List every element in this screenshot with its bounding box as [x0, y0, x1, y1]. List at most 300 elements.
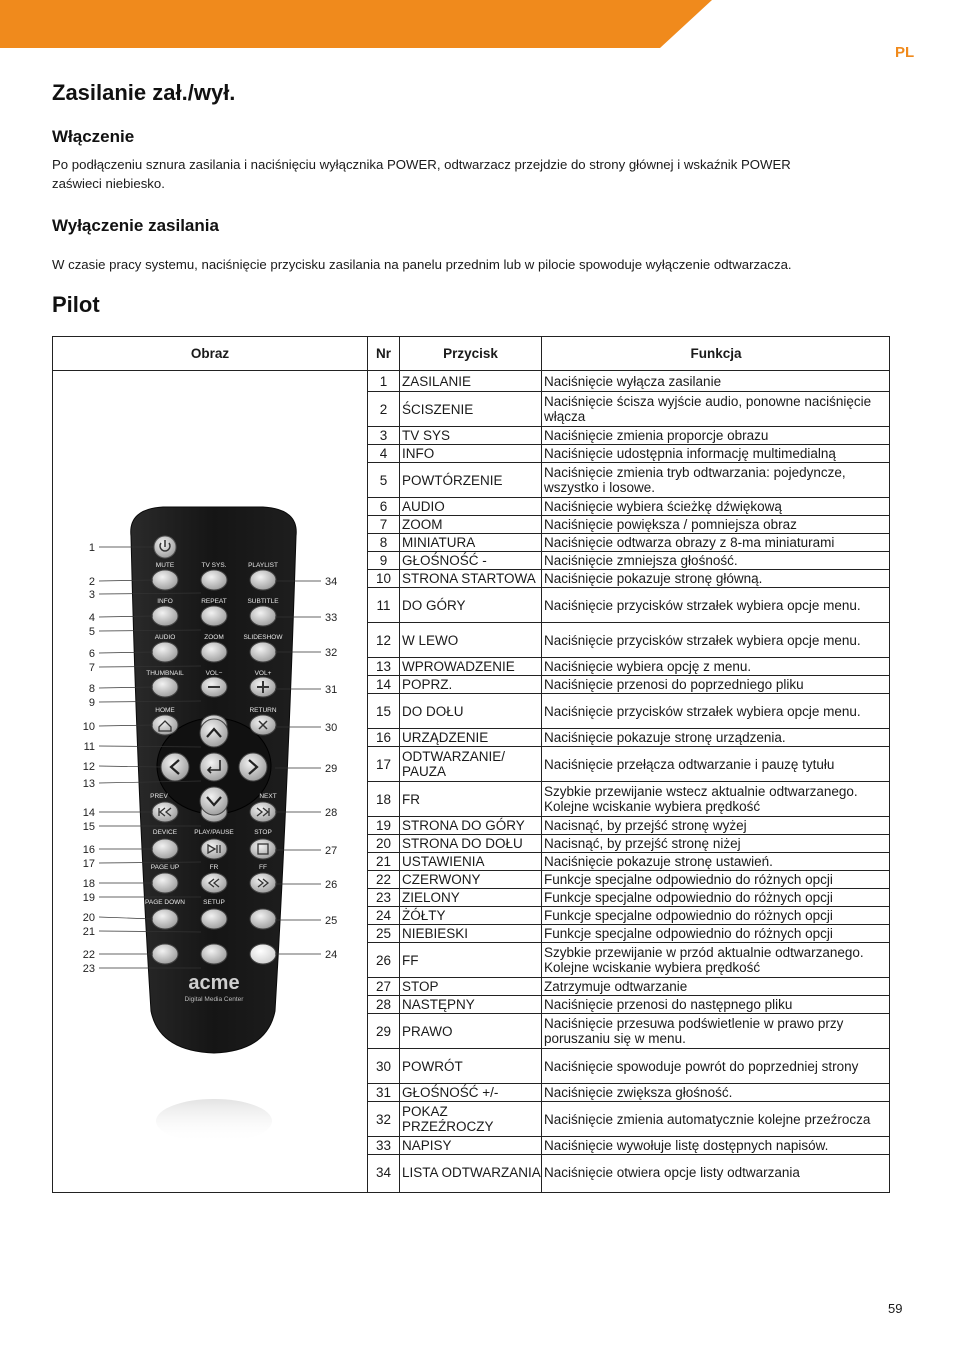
- row-button-name: FF: [402, 952, 419, 968]
- row-button-name: POKAZ PRZEŹROCZY: [402, 1104, 494, 1134]
- header-banner: [0, 0, 954, 48]
- table-row: [368, 588, 890, 623]
- table-row: [368, 1155, 890, 1189]
- remote-button-label: HOME: [155, 707, 175, 714]
- callout-number: 27: [325, 845, 338, 857]
- divider: [399, 1014, 400, 1048]
- row-number: 27: [375, 979, 392, 994]
- divider: [399, 996, 400, 1013]
- remote-button: [152, 873, 178, 893]
- row-number: 12: [375, 632, 392, 648]
- table-row: [368, 534, 890, 552]
- divider: [541, 782, 542, 816]
- remote-button-label: ZOOM: [204, 634, 224, 641]
- remote-button: [250, 570, 276, 590]
- divider: [541, 907, 542, 924]
- table-row: [368, 943, 890, 978]
- divider: [541, 943, 542, 977]
- remote-button-label: MUTE: [155, 562, 175, 569]
- remote-button: [201, 944, 227, 964]
- row-number: 16: [375, 730, 392, 745]
- row-function: Naciśnięcie przenosi do następnego pliku: [544, 997, 793, 1012]
- row-function: Naciśnięcie otwiera opcje listy odtwarzania: [544, 1164, 800, 1180]
- row-function: Naciśnięcie wybiera ścieżkę dźwiękową: [544, 499, 782, 514]
- row-function: Naciśnięcie pokazuje stronę urządzenia.: [544, 730, 786, 745]
- callout-number: 6: [88, 648, 95, 660]
- subsection-title-on: Włączenie: [52, 127, 135, 146]
- row-number: 13: [375, 659, 392, 674]
- header-image: Obraz: [53, 337, 367, 371]
- callout-number: 1: [88, 542, 95, 554]
- row-number: 31: [375, 1085, 392, 1100]
- divider: [541, 516, 542, 533]
- row-function: Naciśnięcie przycisków strzałek wybiera opcje menu.: [544, 703, 861, 719]
- remote-button: [152, 909, 178, 929]
- callout-number: 29: [325, 763, 338, 775]
- right-button: [239, 753, 267, 781]
- divider: [399, 943, 400, 977]
- row-button-name: AUDIO: [402, 499, 445, 514]
- row-button-name: CZERWONY: [402, 872, 481, 887]
- row-number: 23: [375, 890, 392, 905]
- divider: [399, 747, 400, 781]
- row-button-name: URZĄDZENIE: [402, 730, 489, 745]
- row-button-name: NIEBIESKI: [402, 926, 469, 941]
- table-row: [368, 978, 890, 996]
- table-row: [368, 835, 890, 853]
- row-function: Naciśnięcie zwiększa głośność.: [544, 1085, 733, 1100]
- remote-button-label: VOL+: [254, 670, 272, 677]
- remote-button: [250, 909, 276, 929]
- table-row: [368, 516, 890, 534]
- remote-button: [250, 839, 276, 859]
- divider: [541, 445, 542, 462]
- callout-number: 23: [82, 963, 95, 975]
- row-function: Naciśnięcie przesuwa podświetlenie w prawo przy poruszaniu się w menu.: [544, 1016, 844, 1046]
- callout-number: 19: [82, 892, 95, 904]
- divider: [541, 835, 542, 852]
- divider: [541, 925, 542, 942]
- row-button-name: ŻÓŁTY: [402, 908, 446, 923]
- left-button: [161, 753, 189, 781]
- section-title-remote: Pilot: [52, 292, 100, 317]
- row-button-name: ZASILANIE: [402, 373, 472, 389]
- table-row: [368, 817, 890, 835]
- remote-button-label: FF: [259, 864, 267, 871]
- divider: [541, 658, 542, 675]
- callout-number: 31: [325, 684, 338, 696]
- row-button-name: NASTĘPNY: [402, 997, 475, 1012]
- callout-number: 15: [82, 821, 95, 833]
- callout-number: 5: [88, 626, 95, 638]
- page-number: 59: [888, 1301, 903, 1316]
- divider: [399, 392, 400, 426]
- divider: [399, 658, 400, 675]
- divider: [541, 1155, 542, 1189]
- table-row: [368, 1137, 890, 1155]
- row-button-name: POWTÓRZENIE: [402, 472, 503, 488]
- remote-button: [250, 944, 276, 964]
- row-button-name: ŚCISZENIE: [402, 401, 474, 417]
- section-title-power: Zasilanie zał./wył.: [52, 80, 236, 105]
- divider: [399, 552, 400, 569]
- divider: [399, 445, 400, 462]
- table-row: [368, 658, 890, 676]
- divider: [541, 427, 542, 444]
- row-function: Nacisnąć, by przejść stronę wyżej: [544, 818, 747, 833]
- remote-button-label: PAGE UP: [150, 864, 180, 871]
- up-button: [200, 719, 228, 747]
- divider: [541, 978, 542, 995]
- callout-number: 28: [325, 807, 338, 819]
- callout-number: 11: [83, 741, 95, 753]
- divider: [541, 1049, 542, 1083]
- row-button-name: DO GÓRY: [402, 597, 466, 613]
- remote-button-label: PLAY/PAUSE: [194, 829, 234, 836]
- row-button-name: STRONA DO DOŁU: [402, 836, 523, 851]
- header-button: Przycisk: [400, 337, 541, 371]
- remote-reflection: [156, 1099, 272, 1143]
- divider: [541, 552, 542, 569]
- divider: [399, 907, 400, 924]
- row-number: 1: [379, 373, 388, 389]
- remote-button-label: PREV: [150, 793, 168, 800]
- divider: [541, 392, 542, 426]
- row-function: Zatrzymuje odtwarzanie: [544, 979, 688, 994]
- row-function: Naciśnięcie przenosi do poprzedniego pliku: [544, 677, 804, 692]
- divider: [399, 516, 400, 533]
- callout-number: 2: [88, 576, 95, 588]
- row-button-name: TV SYS: [402, 428, 451, 443]
- callout-number: 18: [82, 878, 95, 890]
- brand-logo: acme: [188, 972, 240, 994]
- row-number: 7: [379, 517, 388, 532]
- remote-button: [152, 839, 178, 859]
- callout-number: 26: [325, 879, 338, 891]
- table-row: [368, 445, 890, 463]
- callout-number: 20: [82, 912, 95, 924]
- remote-button: [152, 715, 178, 735]
- row-button-name: STRONA DO GÓRY: [402, 818, 525, 833]
- row-number: 30: [375, 1058, 392, 1074]
- remote-button: [201, 606, 227, 626]
- divider: [399, 1084, 400, 1101]
- remote-button-label: VOL−: [205, 670, 223, 677]
- row-function: Naciśnięcie pokazuje stronę główną.: [544, 571, 763, 586]
- remote-button-label: INFO: [157, 598, 173, 605]
- divider: [541, 534, 542, 551]
- table-row: [368, 463, 890, 498]
- table-row: [368, 925, 890, 943]
- callout-number: 30: [325, 722, 338, 734]
- callout-number: 17: [82, 858, 95, 870]
- divider: [399, 782, 400, 816]
- row-number: 19: [375, 818, 392, 833]
- row-number: 29: [375, 1023, 392, 1039]
- row-function: Naciśnięcie spowoduje powrót do poprzedniej strony: [544, 1058, 859, 1074]
- callout-number: 34: [325, 576, 338, 588]
- remote-button: [201, 642, 227, 662]
- row-button-name: ZOOM: [402, 517, 443, 532]
- table-row: [368, 676, 890, 694]
- divider: [541, 871, 542, 888]
- table-row: [368, 871, 890, 889]
- row-number: 9: [379, 553, 388, 568]
- divider: [399, 676, 400, 693]
- remote-button: [152, 606, 178, 626]
- callout-number: 13: [82, 778, 95, 790]
- table-row: [368, 853, 890, 871]
- callout-number: 16: [82, 844, 95, 856]
- row-function: Naciśnięcie odtwarza obrazy z 8-ma miniaturami: [544, 535, 835, 550]
- divider: [541, 1102, 542, 1136]
- remote-button-label: PAGE DOWN: [145, 899, 185, 906]
- table-row: [368, 1102, 890, 1137]
- callout-number: 33: [325, 612, 338, 624]
- enter-button: [200, 753, 228, 781]
- divider: [541, 694, 542, 728]
- remote-button: [201, 909, 227, 929]
- row-function: Naciśnięcie zmniejsza głośność.: [544, 553, 738, 568]
- callout-number: 10: [82, 721, 95, 733]
- table-row: [368, 1049, 890, 1084]
- row-function: Naciśnięcie wybiera opcję z menu.: [544, 659, 752, 674]
- remote-button-label: SUBTITLE: [247, 598, 279, 605]
- row-function: Funkcje specjalne odpowiednio do różnych opcji: [544, 908, 833, 923]
- row-button-name: MINIATURA: [402, 535, 476, 550]
- language-tag: PL: [895, 44, 915, 61]
- divider: [399, 853, 400, 870]
- power-on-line-2: zaświeci niebiesko.: [52, 176, 165, 191]
- table-row: [368, 427, 890, 445]
- divider: [399, 463, 400, 497]
- row-number: 21: [375, 854, 392, 869]
- divider: [399, 694, 400, 728]
- row-button-name: ZIELONY: [402, 890, 460, 905]
- row-number: 17: [375, 756, 392, 772]
- callout-number: 25: [325, 915, 338, 927]
- row-button-name: GŁOŚNOŚĆ -: [402, 553, 487, 568]
- divider: [541, 853, 542, 870]
- remote-button-label: TV SYS.: [201, 562, 227, 569]
- header-nr: Nr: [368, 337, 399, 371]
- divider: [541, 676, 542, 693]
- subsection-title-off: Wyłączenie zasilania: [52, 216, 219, 235]
- remote-button-label: DEVICE: [152, 829, 178, 836]
- divider: [541, 1014, 542, 1048]
- divider: [399, 570, 400, 587]
- divider: [399, 1049, 400, 1083]
- divider: [399, 588, 400, 622]
- divider: [541, 588, 542, 622]
- remote-button: [152, 642, 178, 662]
- divider: [541, 889, 542, 906]
- table-row: [368, 552, 890, 570]
- remote-button-label: SLIDESHOW: [243, 634, 283, 641]
- divider: [541, 623, 542, 657]
- callout-number: 7: [88, 662, 95, 674]
- callout-number: 21: [82, 926, 95, 938]
- divider: [541, 463, 542, 497]
- callout-number: 3: [88, 589, 95, 601]
- row-function: Szybkie przewijanie wstecz aktualnie odtwarzanego. Kolejne wciskanie wybiera prędkość: [544, 784, 858, 814]
- row-number: 33: [375, 1138, 392, 1153]
- row-function: Naciśnięcie przycisków strzałek wybiera opcje menu.: [544, 597, 861, 613]
- row-number: 24: [375, 908, 392, 923]
- divider: [399, 1137, 400, 1154]
- row-button-name: ODTWARZANIE/ PAUZA: [402, 749, 505, 779]
- table-row: [368, 996, 890, 1014]
- callout-line: [99, 917, 153, 919]
- row-number: 20: [375, 836, 392, 851]
- row-number: 11: [376, 597, 391, 613]
- divider: [541, 1084, 542, 1101]
- table-row: [368, 694, 890, 729]
- row-function: Naciśnięcie pokazuje stronę ustawień.: [544, 854, 773, 869]
- row-function: Naciśnięcie wywołuje listę dostępnych napisów.: [544, 1138, 829, 1153]
- row-function: Naciśnięcie przełącza odtwarzanie i pauzę tytułu: [544, 756, 835, 772]
- row-button-name: DO DOŁU: [402, 703, 464, 719]
- row-function: Naciśnięcie powiększa / pomniejsza obraz: [544, 517, 797, 532]
- remote-button-label: STOP: [254, 829, 272, 836]
- remote-button-label: NEXT: [259, 793, 277, 800]
- divider: [399, 427, 400, 444]
- brand-subtitle: Digital Media Center: [184, 996, 244, 1003]
- table-row: [368, 371, 890, 392]
- divider: [541, 729, 542, 746]
- remote-button: [250, 642, 276, 662]
- divider: [541, 996, 542, 1013]
- remote-button-label: SETUP: [203, 899, 225, 906]
- divider: [399, 623, 400, 657]
- remote-button: [152, 570, 178, 590]
- table-row: [368, 623, 890, 658]
- table-row: [368, 392, 890, 427]
- table-row: [368, 1084, 890, 1102]
- row-function: Nacisnąć, by przejść stronę niżej: [544, 836, 741, 851]
- remote-table: [52, 336, 890, 1193]
- divider: [399, 371, 400, 391]
- down-button: [200, 787, 228, 815]
- row-button-name: STOP: [402, 979, 439, 994]
- row-number: 15: [375, 703, 392, 719]
- table-row: [368, 498, 890, 516]
- row-number: 14: [375, 677, 392, 692]
- row-number: 32: [375, 1111, 392, 1127]
- remote-button-label: FR: [209, 864, 219, 871]
- divider: [399, 889, 400, 906]
- remote-button-label: RETURN: [249, 707, 277, 714]
- remote-button: [152, 677, 178, 697]
- divider: [399, 925, 400, 942]
- divider: [541, 817, 542, 834]
- row-button-name: STRONA STARTOWA: [402, 571, 536, 586]
- row-number: 2: [379, 401, 388, 417]
- row-number: 4: [379, 446, 388, 461]
- row-function: Szybkie przewijanie w przód aktualnie odtwarzanego. Kolejne wciskanie wybiera prędkość: [544, 945, 864, 975]
- divider: [399, 1155, 400, 1189]
- row-button-name: LISTA ODTWARZANIA: [402, 1164, 541, 1180]
- row-number: 3: [379, 428, 388, 443]
- power-off-text: W czasie pracy systemu, naciśnięcie przycisku zasilania na panelu przednim lub w pilocie spowoduje wyłączenie odtwarzacza.: [52, 257, 792, 272]
- remote-button-label: REPEAT: [201, 598, 227, 605]
- remote-button-label: PLAYLIST: [248, 562, 278, 569]
- callout-number: 32: [325, 647, 338, 659]
- row-function: Funkcje specjalne odpowiednio do różnych opcji: [544, 872, 833, 887]
- row-function: Naciśnięcie przycisków strzałek wybiera opcje menu.: [544, 632, 861, 648]
- remote-button: [201, 570, 227, 590]
- callout-number: 4: [88, 612, 95, 624]
- row-number: 26: [375, 952, 392, 968]
- power-on-text: [52, 155, 791, 193]
- callout-number: 22: [82, 949, 95, 961]
- row-button-name: INFO: [402, 446, 435, 461]
- row-button-name: W LEWO: [402, 632, 459, 648]
- divider: [541, 570, 542, 587]
- divider: [399, 534, 400, 551]
- row-button-name: POPRZ.: [402, 677, 453, 692]
- row-function: Naciśnięcie ścisza wyjście audio, ponowne naciśnięcie włącza: [544, 394, 872, 424]
- row-function: Naciśnięcie zmienia proporcje obrazu: [544, 428, 769, 443]
- row-button-name: WPROWADZENIE: [402, 659, 515, 674]
- callout-number: 14: [82, 807, 95, 819]
- remote-button: [152, 944, 178, 964]
- row-function: Naciśnięcie udostępnia informację multimedialną: [544, 446, 836, 461]
- row-number: 28: [375, 997, 392, 1012]
- divider: [399, 729, 400, 746]
- callout-number: 9: [88, 697, 95, 709]
- table-row: [368, 889, 890, 907]
- divider: [399, 835, 400, 852]
- row-number: 8: [379, 535, 388, 550]
- remote-button-label: THUMBNAIL: [146, 670, 184, 677]
- table-row: [368, 747, 890, 782]
- callout-number: 8: [88, 683, 95, 695]
- table-row: [368, 907, 890, 925]
- divider: [541, 747, 542, 781]
- divider: [399, 1102, 400, 1136]
- header-function: Funkcja: [542, 337, 890, 371]
- remote-image-cell: [53, 371, 367, 1192]
- row-button-name: GŁOŚNOŚĆ +/-: [402, 1085, 499, 1100]
- row-number: 34: [375, 1164, 392, 1180]
- row-function: Naciśnięcie zmienia automatycznie kolejne przeźrocza: [544, 1111, 871, 1127]
- remote-button-label: AUDIO: [154, 634, 176, 641]
- row-button-name: FR: [402, 791, 420, 807]
- divider: [541, 371, 542, 391]
- divider: [541, 498, 542, 515]
- power-on-line-1: Po podłączeniu sznura zasilania i naciśnięciu wyłącznika POWER, odtwarzacz przejdzie do strony głównej i wskaźnik POWER: [52, 157, 791, 172]
- row-number: 25: [375, 926, 392, 941]
- table-row: [368, 570, 890, 588]
- table-row: [368, 782, 890, 817]
- row-button-name: USTAWIENIA: [402, 854, 485, 869]
- row-function: Naciśnięcie wyłącza zasilanie: [544, 373, 722, 389]
- callout-number: 24: [325, 949, 338, 961]
- row-button-name: PRAWO: [402, 1023, 453, 1039]
- remote-button: [250, 606, 276, 626]
- remote-control-illustration: [53, 371, 367, 1192]
- row-number: 10: [375, 571, 392, 586]
- row-function: Funkcje specjalne odpowiednio do różnych opcji: [544, 890, 833, 905]
- table-row: [368, 1014, 890, 1049]
- divider: [399, 498, 400, 515]
- row-button-name: NAPISY: [402, 1138, 452, 1153]
- table-row: [368, 729, 890, 747]
- callout-number: 12: [82, 761, 95, 773]
- row-button-name: POWRÓT: [402, 1058, 463, 1074]
- divider: [399, 978, 400, 995]
